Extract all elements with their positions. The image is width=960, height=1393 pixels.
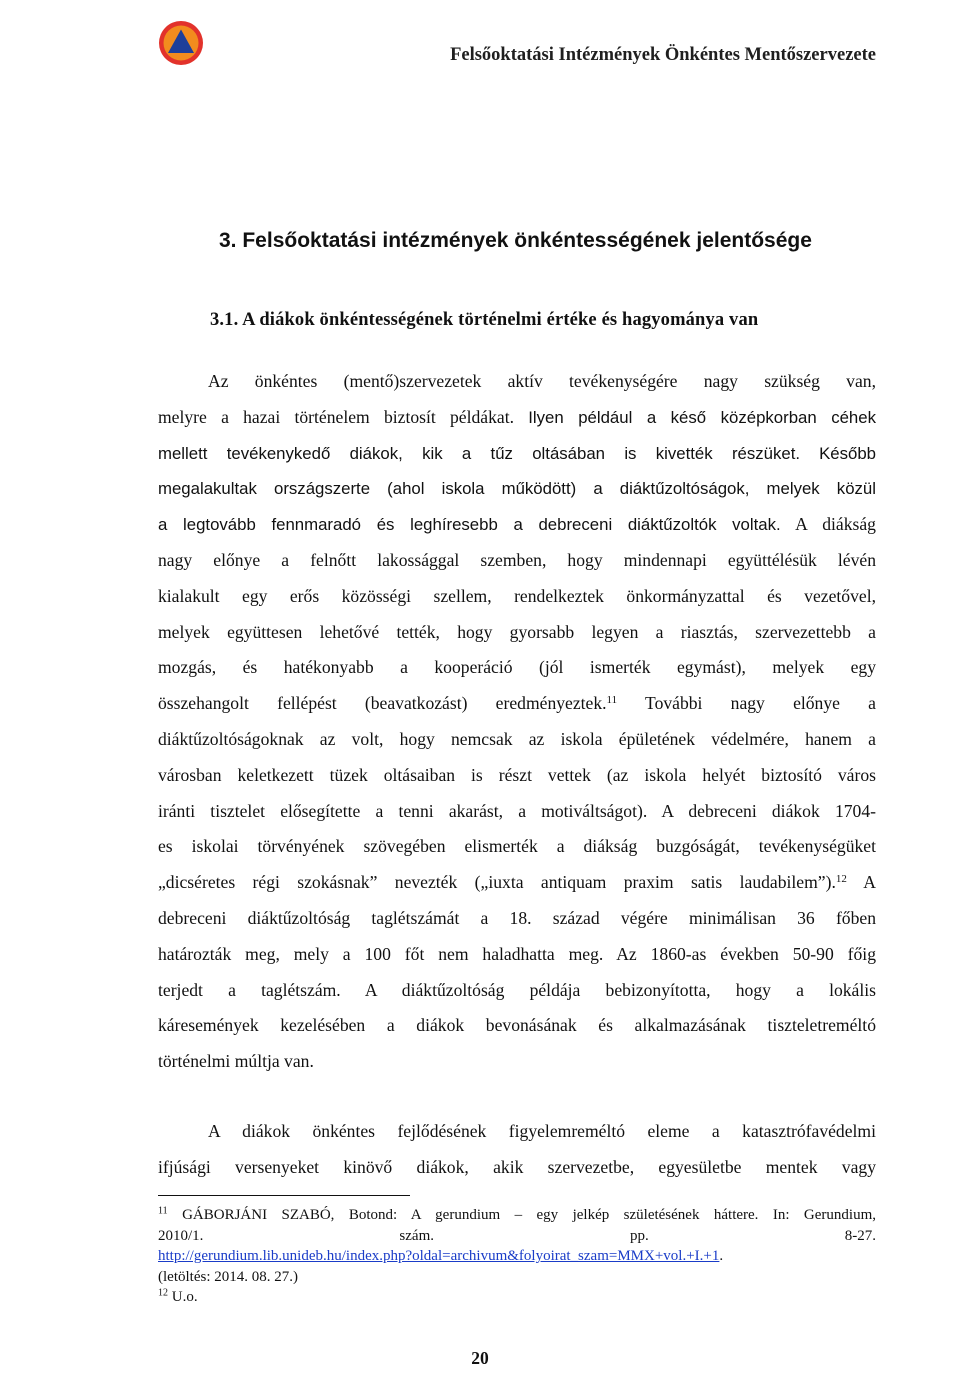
paragraph-line: kialakult egy erős közösségi szellem, rendelkeztek önkormányzattal és vezetővel, (158, 585, 876, 606)
footnote-link[interactable]: http://gerundium.lib.unideb.hu/index.php?oldal=archivum&folyoirat_szam=MMX+vol.+I.+1 (158, 1248, 720, 1264)
footnote-11-link-line: http://gerundium.lib.unideb.hu/index.php?oldal=archivum&folyoirat_szam=MMX+vol.+I.+1. (158, 1248, 724, 1264)
paragraph-line: debreceni diáktűzoltóság taglétszámát a 18. század végére minimálisan 36 főben (158, 907, 876, 928)
main-paragraph (158, 364, 876, 1080)
paragraph-line: diáktűzoltóságoknak az volt, hogy nemcsak az iskola épületének védelmére, hanem a (158, 728, 876, 749)
footnote-11-line: 2010/1. szám. pp. 8-27. (158, 1227, 876, 1244)
paragraph-line: összehangolt fellépést (beavatkozást) eredményeztek.$^{11}$ További nagy előnye a (158, 693, 876, 714)
page-number: 20 (471, 1348, 489, 1368)
paragraph-line: határozták meg, mely a 100 főt nem haladhatta meg. Az 1860-as években 50-90 főig (158, 943, 876, 964)
paragraph-line: es iskolai törvényének szövegében elismerték a diákság buzgóságát, tevékenységüket (158, 836, 876, 857)
paragraph-line: megalakultak országszerte (ahol iskola működött) a diáktűzoltóságok, melyek közül (158, 479, 876, 499)
section-heading: 3. Felsőoktatási intézmények önkéntességének jelentősége (219, 229, 812, 252)
paragraph-line: városban keletkezett tüzek oltásaiban is részt vettek (az iskola helyét biztosító város (158, 764, 876, 785)
paragraph-line: A diákok önkéntes fejlődésének figyelemreméltó eleme a katasztrófavédelmi (208, 1121, 876, 1141)
footnote-ref-12: 12 (835, 873, 847, 886)
second-paragraph (158, 1114, 876, 1186)
organization-name: Felsőoktatási Intézmények Önkéntes Mentőszervezete (450, 45, 876, 65)
paragraph-line: a legtovább fennmaradó és leghíresebb a debreceni diáktűzoltók voltak. A diákság (158, 514, 876, 535)
paragraph-line: Az önkéntes (mentő)szervezetek aktív tevékenységére nagy szükség van, (208, 371, 876, 391)
footnote-separator (158, 1195, 410, 1196)
paragraph-line: „dicséretes régi szokásnak” nevezték („iuxta antiquam praxim satis laudabilem”).$^{12}$ A (158, 872, 876, 893)
subsection-heading: 3.1. A diákok önkéntességének történelmi értéke és hagyománya van (210, 310, 759, 330)
footnote-11-line: $^{11}$ GÁBORJÁNI SZABÓ, Botond: A gerundium – egy jelkép születésének háttere. In: Gerundium, (158, 1205, 877, 1223)
footnote-11-line: (letöltés: 2014. 08. 27.) (158, 1268, 298, 1285)
paragraph-line: iránti tisztelet elősegítette a tenni akarást, a motiváltságot). A debreceni diákok 1704- (158, 800, 876, 821)
paragraph-line: nagy előnye a felnőtt lakossággal szemben, hogy mindennapi együttélésük lévén (158, 549, 876, 570)
footnote-12: $^{12}$ U.o. (158, 1287, 198, 1305)
paragraph-line: mellett tevékenykedő diákok, kik a tűz oltásában is kivették részüket. Később (158, 443, 876, 463)
paragraph-line: ifjúsági versenyeket kinövő diákok, akik szervezetbe, egyesületbe mentek vagy (158, 1156, 876, 1177)
footnote-ref-11: 11 (606, 694, 618, 707)
paragraph-line: melyre a hazai történelem biztosít példákat. Ilyen például a késő középkorban céhek (158, 406, 876, 427)
footnotes (158, 1205, 876, 1308)
paragraph-line: káresemények kezelésében a diákok bevonásának és alkalmazásának tiszteletreméltó (158, 1015, 876, 1036)
organization-logo (158, 20, 204, 66)
paragraph-line: terjedt a taglétszám. A diáktűzoltóság példája bebizonyította, hogy a lokális (158, 979, 876, 1000)
paragraph-line: melyek együttesen lehetővé tették, hogy gyorsabb legyen a riasztás, szervezettebb a (158, 621, 876, 642)
paragraph-line: mozgás, és hatékonyabb a kooperáció (jól ismerték egymást), melyek egy (158, 657, 876, 678)
paragraph-line: történelmi múltja van. (158, 1051, 314, 1072)
